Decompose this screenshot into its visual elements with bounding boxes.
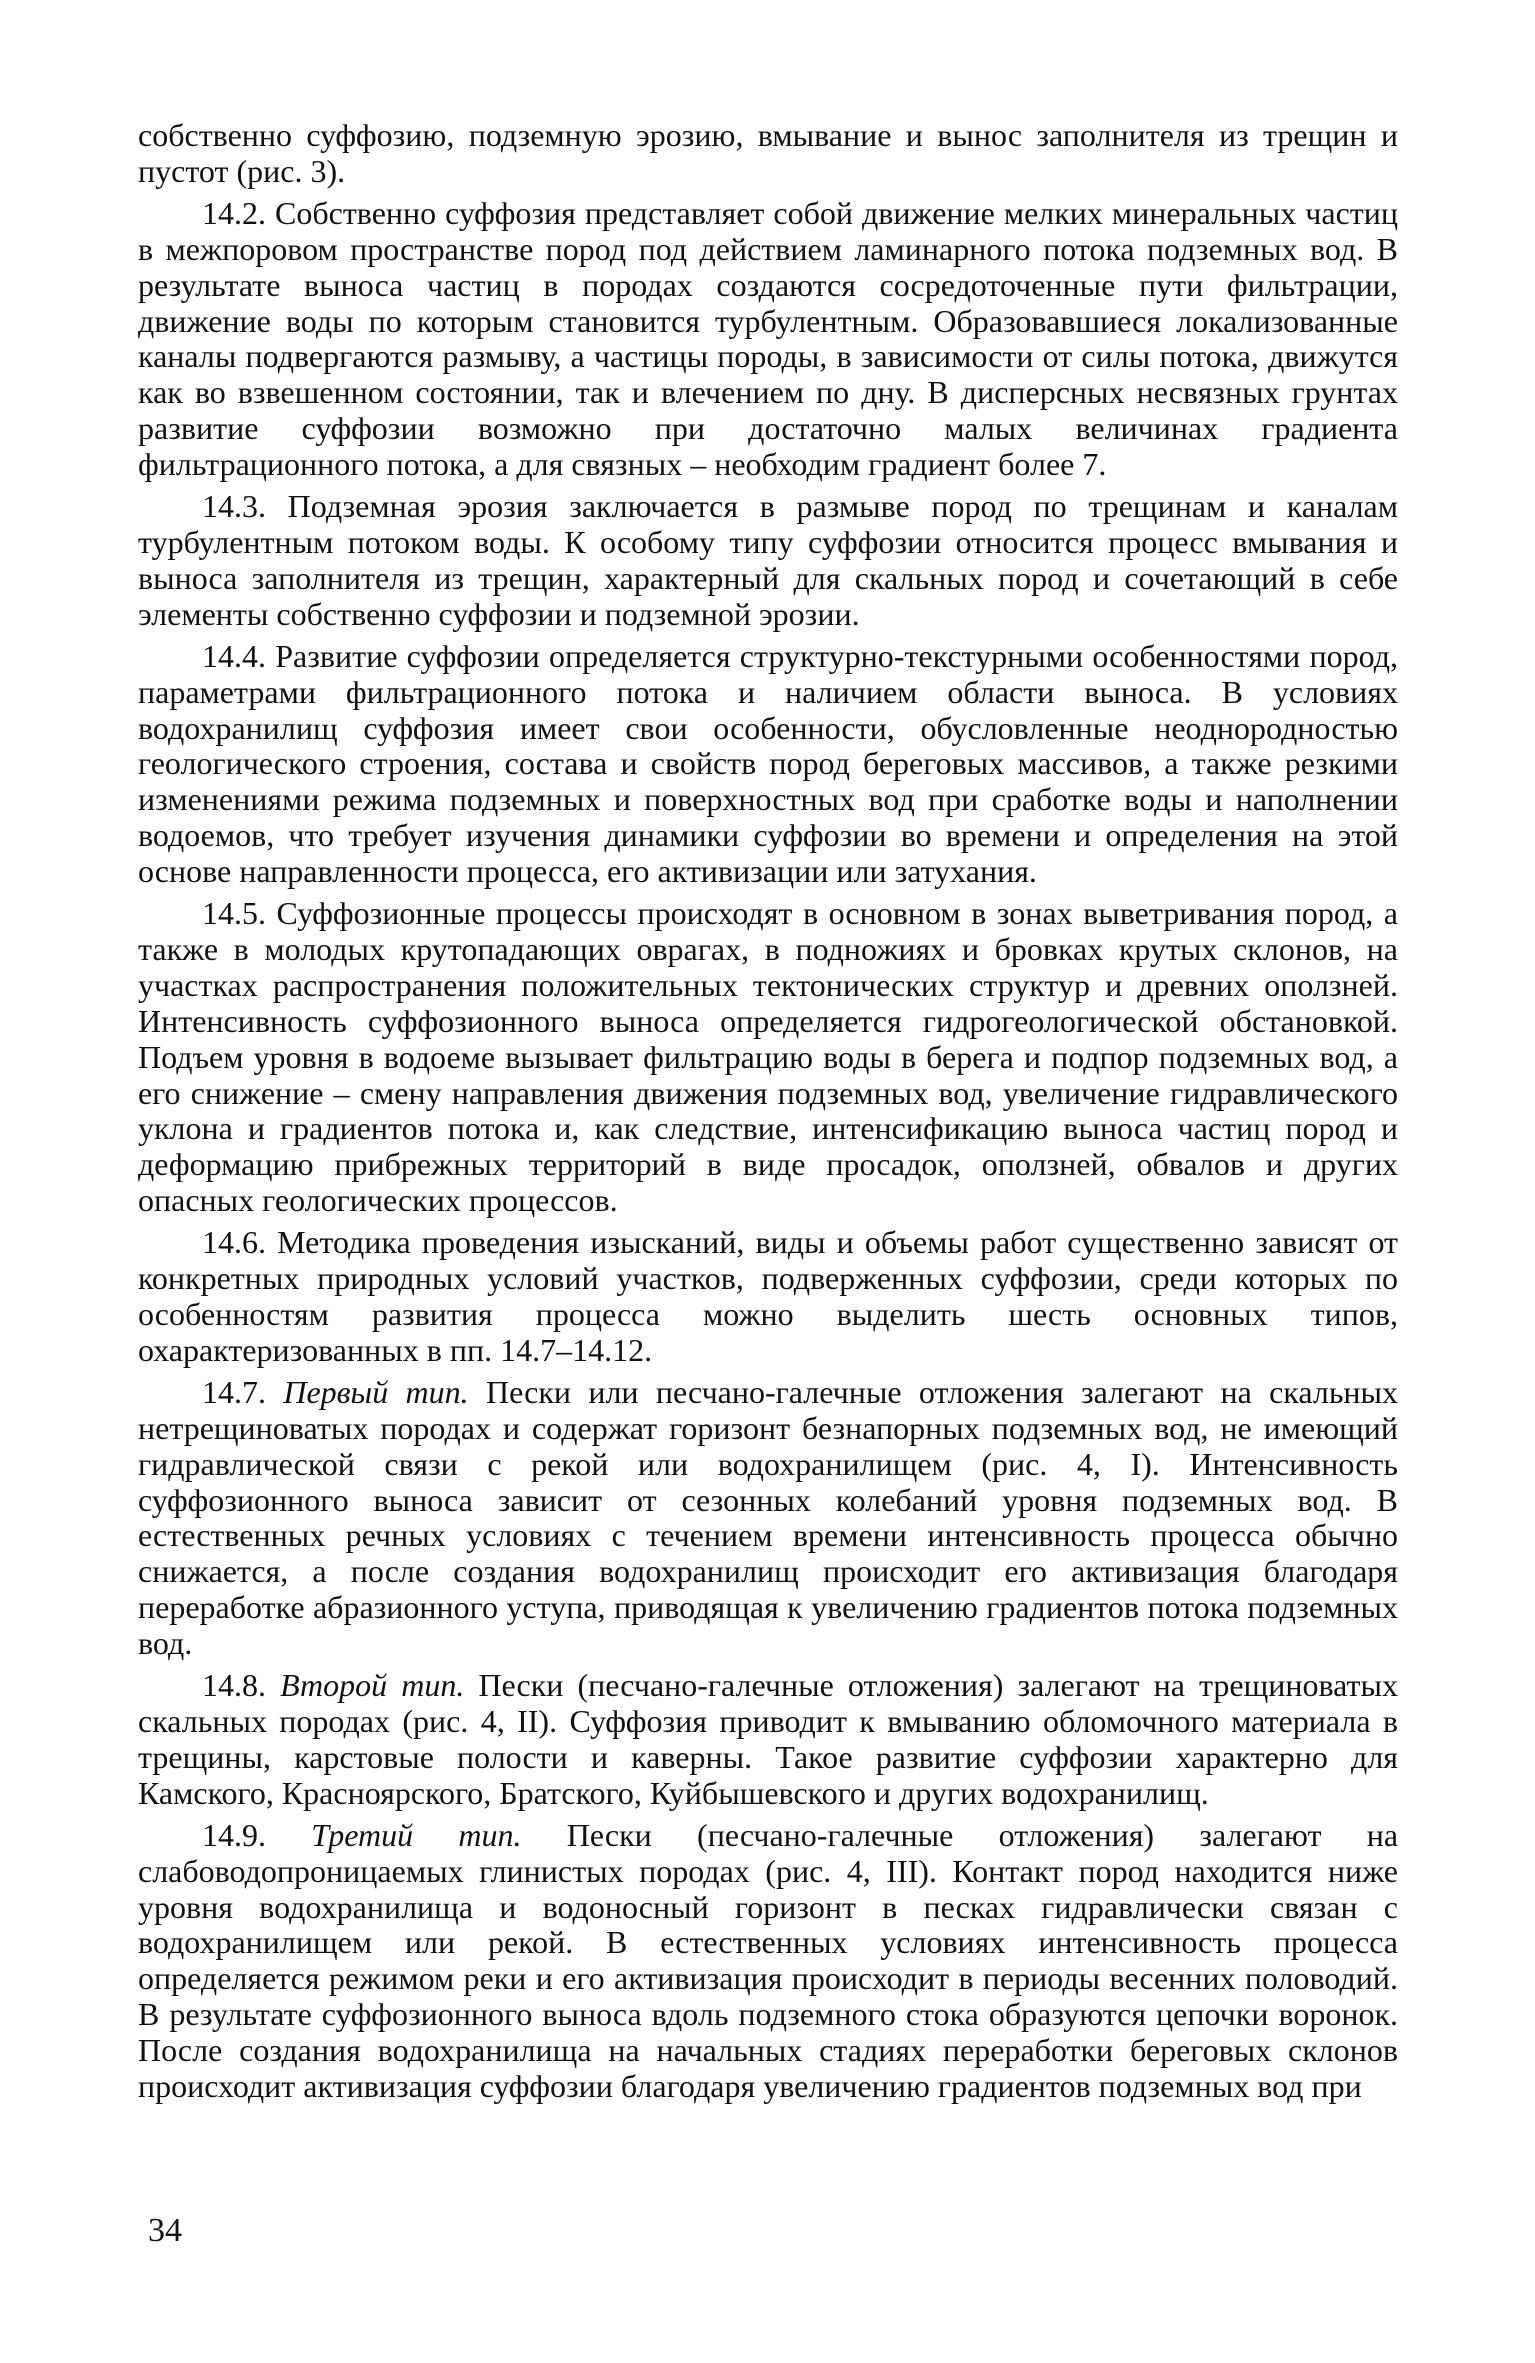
- paragraph-14-7: [138, 1375, 1398, 1662]
- page-number: 34: [148, 2212, 182, 2249]
- paragraph-text: Пески (песчано-галечные отложения) залегают на трещиноватых скальных породах (рис. 4, II). Суффозия приводит к вмыванию обломочного материала в трещины, карстовые полости и каверны. Такое развитие суффозии характерно для Камского, Красноярского, Братского, Куйбышевского и других водохранилищ.: [138, 1667, 1399, 1811]
- paragraph-14-8: [138, 1668, 1398, 1812]
- paragraph-number: 14.2.: [202, 194, 266, 231]
- paragraph-14-5: [138, 896, 1398, 1219]
- paragraph-text: Методика проведения изысканий, виды и объемы работ существенно зависят от конкретных природных условий участков, подверженных суффозии, среди которых по особенностям развития процесса можно выделить шесть основных типов, охарактеризованных в пп. 14.7–14.12.: [138, 1224, 1399, 1368]
- paragraph-text: Пески (песчано-галечные отложения) залегают на слабоводопроницаемых глинистых породах (рис. 4, III). Контакт пород находится ниже уровня водохранилища и водоносный горизонт в песках гидравлически связан с водохранилищем или рекой. В естественных условиях интенсивность процесса определяется режимом реки и его активизация происходит в периоды весенних половодий. В результате суффозионного выноса вдоль подземного стока образуются цепочки воронок. После создания водохранилища на начальных стадиях переработки береговых склонов происходит активизация суффозии благодаря увеличению градиентов подземных вод при: [138, 1816, 1399, 2105]
- paragraph-number: 14.4.: [202, 637, 266, 674]
- paragraph-number: 14.7.: [202, 1373, 266, 1410]
- paragraph-type-title: Третий тип.: [311, 1816, 522, 1853]
- paragraph-14-6: [138, 1225, 1398, 1369]
- paragraph-14-4: [138, 639, 1398, 890]
- intro-paragraph: [138, 118, 1398, 190]
- paragraph-number: 14.5.: [202, 895, 266, 932]
- page-body: [138, 118, 1398, 2111]
- paragraph-type-title: Первый тип.: [283, 1373, 469, 1410]
- paragraph-number: 14.3.: [202, 488, 266, 525]
- paragraph-type-title: Второй тип.: [280, 1667, 465, 1704]
- paragraph-number: 14.9.: [202, 1816, 266, 1853]
- paragraph-text: Развитие суффозии определяется структурно-текстурными особенностями пород, параметрами фильтрационного потока и наличием области выноса. В условиях водохранилищ суффозия имеет свои особенности, обусловленные неоднородностью геологического строения, состава и свойств пород береговых массивов, а также резкими изменениями режима подземных и поверхностных вод при сработке воды и наполнении водоемов, что требует изучения динамики суффозии во времени и определения на этой основе направленности процесса, его активизации или затухания.: [138, 637, 1399, 890]
- paragraph-14-9: [138, 1818, 1398, 2105]
- paragraph-text: Суффозионные процессы происходят в основном в зонах выветривания пород, а также в молодых крутопадающих оврагах, в подножиях и бровках крутых склонов, на участках распространения положительных тектонических структур и древних оползней. Интенсивность суффозионного выноса определяется гидрогеологической обстановкой. Подъем уровня в водоеме вызывает фильтрацию воды в берега и подпор подземных вод, а его снижение – смену направления движения подземных вод, увеличение гидравлического уклона и градиентов потока и, как следствие, интенсификацию выноса частиц пород и деформацию прибрежных территорий в виде просадок, оползней, обвалов и других опасных геологических процессов.: [138, 895, 1399, 1219]
- paragraph-14-2: [138, 196, 1398, 483]
- paragraph-text: Пески или песчано-галечные отложения залегают на скальных нетрещиноватых породах и содержат горизонт безнапорных подземных вод, не имеющий гидравлической связи с рекой или водохранилищем (рис. 4, I). Интенсивность суффозионного выноса зависит от сезонных колебаний уровня подземных вод. В естественных речных условиях с течением времени интенсивность процесса обычно снижается, а после создания водохранилищ происходит его активизация благодаря переработке абразионного уступа, приводящая к увеличению градиентов потока подземных вод.: [138, 1373, 1399, 1662]
- paragraph-text: Собственно суффозия представляет собой движение мелких минеральных частиц в межпоровом пространстве пород под действием ламинарного потока подземных вод. В результате выноса частиц в породах создаются сосредоточенные пути фильтрации, движение воды по которым становится турбулентным. Образовавшиеся локализованные каналы подвергаются размыву, а частицы породы, в зависимости от силы потока, движутся как во взвешенном состоянии, так и влечением по дну. В дисперсных несвязных грунтах развитие суффозии возможно при достаточно малых величинах градиента фильтрационного потока, а для связных – необходим градиент более 7.: [138, 194, 1399, 483]
- paragraph-number: 14.6.: [202, 1224, 266, 1261]
- paragraph-14-3: [138, 489, 1398, 633]
- paragraph-text: Подземная эрозия заключается в размыве пород по трещинам и каналам турбулентным потоком воды. К особому типу суффозии относится процесс вмывания и выноса заполнителя из трещин, характерный для скальных пород и сочетающий в себе элементы собственно суффозии и подземной эрозии.: [138, 488, 1399, 632]
- paragraph-number: 14.8.: [202, 1667, 266, 1704]
- intro-text: собственно суффозию, подземную эрозию, вмывание и вынос заполнителя из трещин и пустот (рис. 3).: [138, 117, 1398, 189]
